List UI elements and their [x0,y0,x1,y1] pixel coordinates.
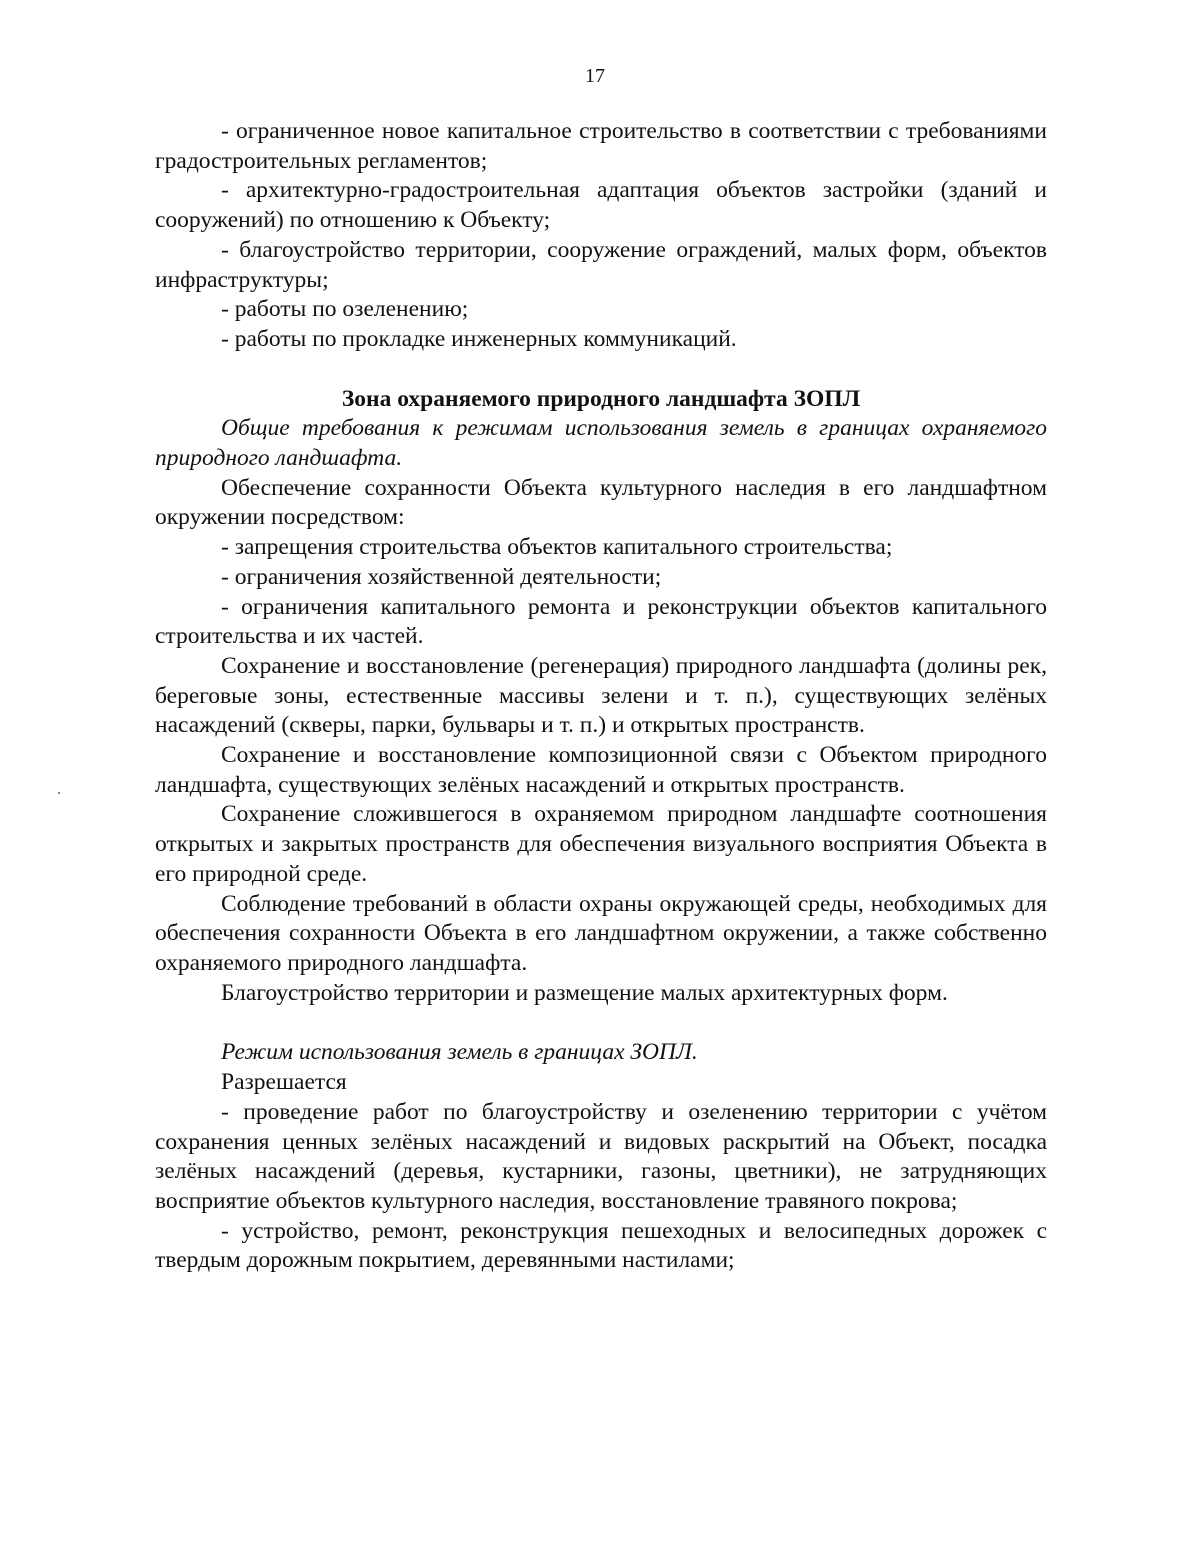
list-item: - работы по озеленению; [221,296,469,323]
section-intro: Обеспечение сохранности Объекта культурного наследия в его ландшафтном окружении посредством: [155,474,1047,531]
section-heading: Зона охраняемого природного ландшафта ЗОПЛ [341,385,861,412]
list-item: - благоустройство территории, сооружение ограждений, малых форм, объектов инфраструктуры; [155,236,1047,293]
list-item: - работы по прокладке инженерных коммуникаций. [221,325,737,352]
list-item: - запрещения строительства объектов капитального строительства; [221,534,893,561]
spacer [155,1008,1047,1038]
paragraph: Сохранение и восстановление (регенерация) природного ландшафта (долины рек, береговые зоны, естественные массивы зелени и т. п.), существующих зелёных насаждений (скверы, парки, бульвары и т. п.) и открытых пространств. [155,652,1047,739]
list-item: - проведение работ по благоустройству и озеленению территории с учётом сохранения ценных зелёных насаждений и видовых раскрытий на Объект, посадка зелёных насаждений (деревья, кустарники, газоны, цветники), не затрудняющих восприятие объектов культурного наследия, восстановление травяного покрова; [155,1098,1047,1214]
paragraph: Сохранение и восстановление композиционной связи с Объектом природного ландшафта, существующих зелёных насаждений и открытых пространств. [155,742,1047,798]
list-item: - архитектурно-градостроительная адаптация объектов застройки (зданий и сооружений) по отношению к Объекту; [155,177,1047,234]
page-number: 17 [585,65,605,87]
allowed-label: Разрешается [221,1069,347,1096]
scan-speck [58,792,60,794]
paragraph: Благоустройство территории и размещение малых архитектурных форм. [221,979,948,1006]
paragraph: Соблюдение требований в области охраны окружающей среды, необходимых для обеспечения сохранности Объекта в его ландшафтном окружении, а также собственно охраняемого природного ландшафта. [155,890,1047,976]
list-item: - устройство, ремонт, реконструкция пешеходных и велосипедных дорожек с твердым дорожным покрытием, деревянными настилами; [155,1217,1047,1274]
section-subheading: Общие требования к режимам использования земель в границах охраняемого природного ландшафта. [155,415,1047,472]
document-body [155,117,1047,1276]
list-item: - ограничения капитального ремонта и реконструкции объектов капитального строительства и их частей. [155,593,1047,650]
paragraph: Сохранение сложившегося в охраняемом природном ландшафте соотношения открытых и закрытых пространств для обеспечения визуального восприятия Объекта в его природной среде. [155,801,1047,887]
spacer [155,355,1047,385]
list-item: - ограниченное новое капитальное строительство в соответствии с требованиями градостроительных регламентов; [155,118,1047,174]
regime-heading: Режим использования земель в границах ЗОПЛ. [221,1039,698,1066]
list-item: - ограничения хозяйственной деятельности; [221,563,662,590]
